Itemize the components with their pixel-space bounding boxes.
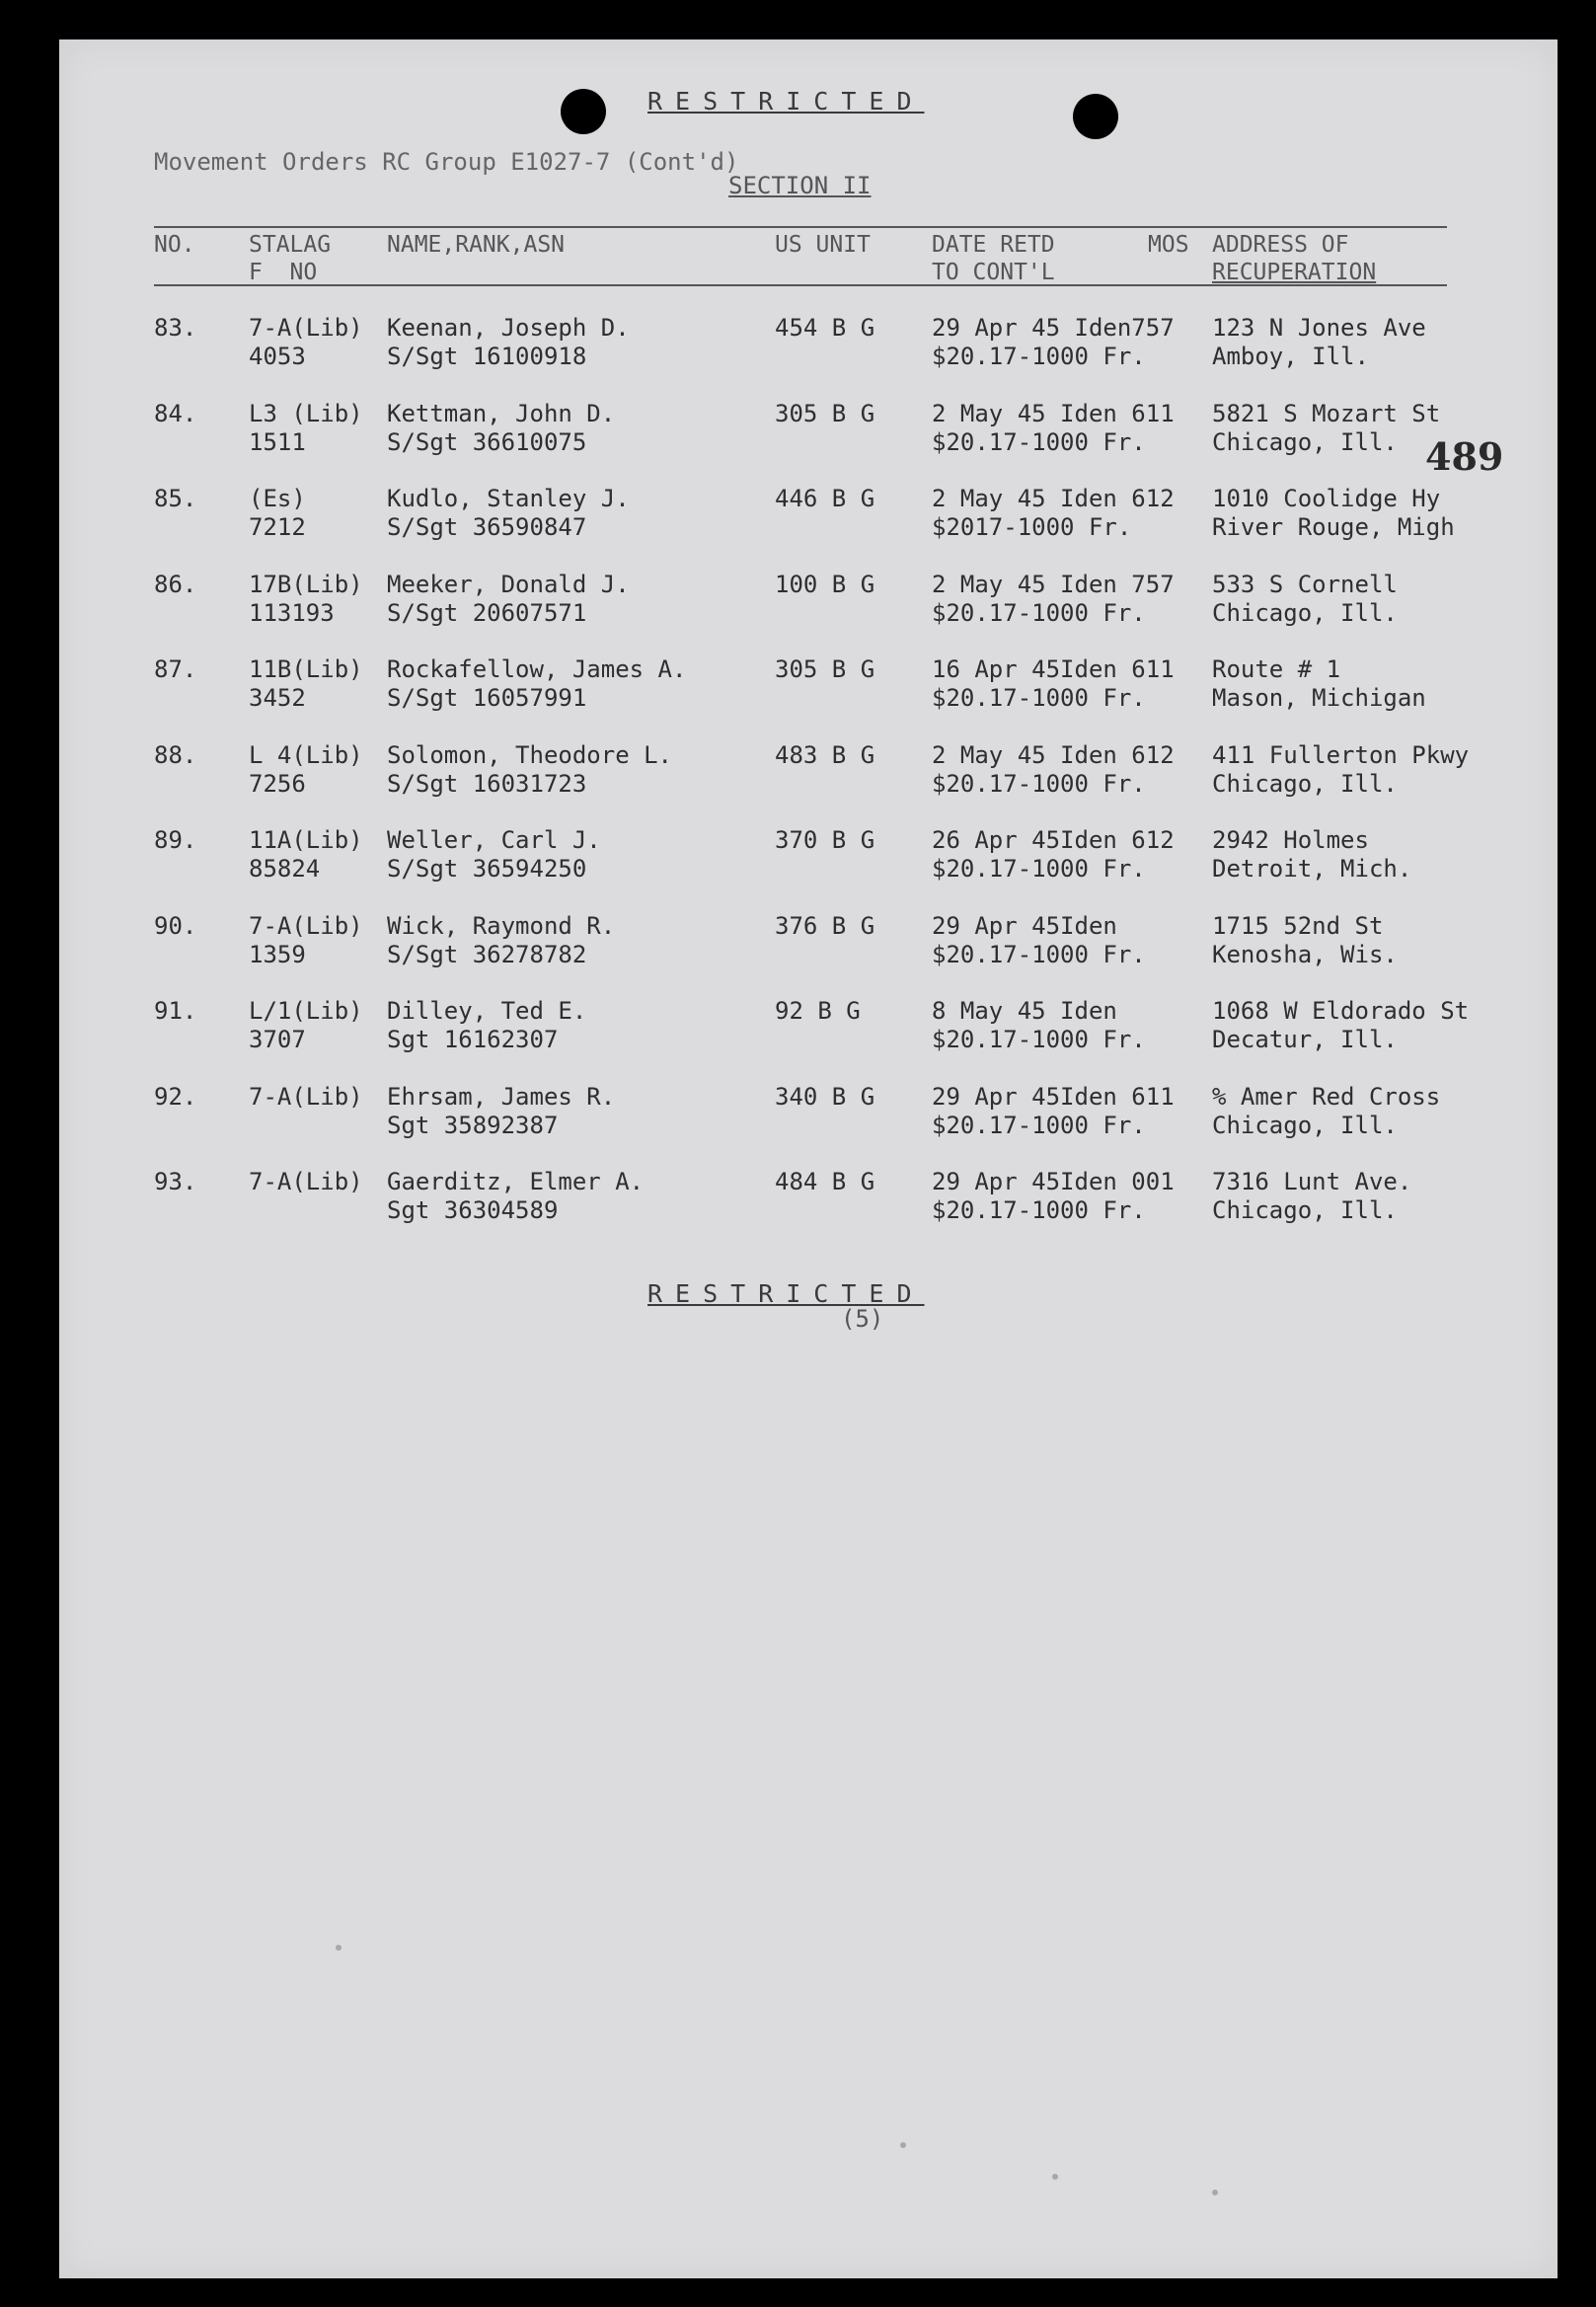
table-row <box>59 655 1558 717</box>
cell-stalag1: 7-A(Lib) <box>249 911 363 940</box>
cell-name2: S/Sgt 36590847 <box>387 513 587 541</box>
cell-no: 87. <box>154 655 197 683</box>
cell-unit: 305 B G <box>775 399 875 427</box>
cell-unit: 100 B G <box>775 570 875 598</box>
cell-addr1: 1068 W Eldorado St <box>1212 997 1470 1025</box>
cell-stalag1: 11B(Lib) <box>249 655 363 683</box>
cell-addr1: 5821 S Mozart St <box>1212 399 1441 427</box>
column-header-mos: MOS <box>1148 232 1189 258</box>
cell-name2: S/Sgt 20607571 <box>387 598 587 627</box>
column-header-address-line1: ADDRESS OF <box>1212 232 1349 258</box>
cell-date2: $20.17-1000 Fr. <box>932 684 1146 712</box>
cell-addr2: Mason, Michigan <box>1212 684 1426 712</box>
page-number: (5) <box>841 1305 884 1333</box>
cell-date1: 2 May 45 Iden 612 <box>932 485 1175 512</box>
cell-unit: 340 B G <box>775 1082 875 1111</box>
cell-date1: 2 May 45 Iden 612 <box>932 740 1175 769</box>
cell-addr1: 533 S Cornell <box>1212 570 1398 598</box>
cell-date2: $20.17-1000 Fr. <box>932 1026 1146 1053</box>
cell-unit: 446 B G <box>775 485 875 512</box>
cell-stalag1: 7-A(Lib) <box>249 314 363 342</box>
cell-date1: 26 Apr 45Iden 612 <box>932 826 1175 854</box>
column-header-address <box>1212 231 1376 286</box>
cell-unit: 92 B G <box>775 997 861 1025</box>
table-row <box>59 1168 1558 1229</box>
cell-date1: 29 Apr 45Iden 001 <box>932 1168 1175 1195</box>
cell-addr2: Decatur, Ill. <box>1212 1026 1398 1053</box>
cell-name2: S/Sgt 16057991 <box>387 684 587 712</box>
punch-hole-left <box>561 89 606 134</box>
cell-stalag1: (Es) <box>249 485 306 512</box>
cell-date2: $20.17-1000 Fr. <box>932 1196 1146 1224</box>
document-page <box>59 39 1558 2278</box>
cell-addr1: 123 N Jones Ave <box>1212 314 1426 342</box>
restricted-marking-top: RESTRICTED <box>647 87 925 115</box>
cell-name1: Ehrsam, James R. <box>387 1082 616 1111</box>
cell-stalag1: 7-A(Lib) <box>249 1082 363 1111</box>
cell-date1: 2 May 45 Iden 611 <box>932 399 1175 427</box>
cell-no: 89. <box>154 826 197 854</box>
cell-date2: $2017-1000 Fr. <box>932 513 1132 541</box>
cell-addr1: 411 Fullerton Pkwy <box>1212 740 1470 769</box>
cell-date2: $20.17-1000 Fr. <box>932 343 1146 370</box>
paper-speck <box>336 1945 342 1951</box>
cell-name2: S/Sgt 16100918 <box>387 343 587 370</box>
cell-stalag1: L3 (Lib) <box>249 399 363 427</box>
column-header-unit: US UNIT <box>775 232 871 258</box>
paper-speck <box>1212 2190 1218 2195</box>
cell-date2: $20.17-1000 Fr. <box>932 427 1146 456</box>
cell-name2: Sgt 16162307 <box>387 1026 559 1053</box>
cell-name1: Solomon, Theodore L. <box>387 740 672 769</box>
cell-stalag1: 11A(Lib) <box>249 826 363 854</box>
section-title: SECTION II <box>728 172 872 199</box>
cell-unit: 370 B G <box>775 826 875 854</box>
cell-stalag1: 17B(Lib) <box>249 570 363 598</box>
column-header-date-line2: TO CONT'L <box>932 260 1055 285</box>
cell-stalag2: 3707 <box>249 1026 306 1053</box>
cell-addr1: 2942 Holmes <box>1212 826 1369 854</box>
cell-stalag2: 85824 <box>249 855 321 883</box>
cell-no: 88. <box>154 740 197 769</box>
cell-name2: S/Sgt 36610075 <box>387 427 587 456</box>
column-header-no: NO. <box>154 232 195 258</box>
table-row <box>59 400 1558 461</box>
cell-date2: $20.17-1000 Fr. <box>932 1111 1146 1139</box>
stamp-number: 489 <box>1425 434 1504 479</box>
column-header-stalag-line2: F NO <box>249 260 318 285</box>
cell-date1: 8 May 45 Iden <box>932 997 1117 1025</box>
cell-no: 93. <box>154 1168 197 1195</box>
cell-date2: $20.17-1000 Fr. <box>932 855 1146 883</box>
cell-name2: S/Sgt 36278782 <box>387 940 587 968</box>
table-row <box>59 571 1558 632</box>
cell-date1: 16 Apr 45Iden 611 <box>932 655 1175 683</box>
cell-addr1: Route # 1 <box>1212 655 1341 683</box>
cell-no: 91. <box>154 997 197 1025</box>
cell-name1: Keenan, Joseph D. <box>387 314 630 342</box>
cell-no: 92. <box>154 1082 197 1111</box>
table-row <box>59 485 1558 546</box>
cell-date1: 29 Apr 45 Iden757 <box>932 314 1175 342</box>
cell-name1: Dilley, Ted E. <box>387 997 587 1025</box>
table-row <box>59 314 1558 375</box>
cell-name2: S/Sgt 16031723 <box>387 769 587 798</box>
cell-stalag1: L/1(Lib) <box>249 997 363 1025</box>
cell-name1: Rockafellow, James A. <box>387 655 687 683</box>
cell-name2: Sgt 35892387 <box>387 1111 559 1139</box>
cell-date1: 29 Apr 45Iden 611 <box>932 1082 1175 1111</box>
cell-name1: Kettman, John D. <box>387 399 616 427</box>
cell-addr2: Chicago, Ill. <box>1212 769 1398 798</box>
cell-addr2: Chicago, Ill. <box>1212 1111 1398 1139</box>
cell-addr2: Chicago, Ill. <box>1212 598 1398 627</box>
cell-unit: 484 B G <box>775 1168 875 1195</box>
cell-addr1: 1010 Coolidge Hy <box>1212 485 1441 512</box>
cell-stalag2: 113193 <box>249 598 335 627</box>
cell-stalag2: 4053 <box>249 343 306 370</box>
cell-stalag2: 1359 <box>249 940 306 968</box>
cell-addr2: Kenosha, Wis. <box>1212 940 1398 968</box>
cell-addr2: Amboy, Ill. <box>1212 343 1369 370</box>
cell-unit: 376 B G <box>775 911 875 940</box>
cell-date1: 29 Apr 45Iden <box>932 911 1117 940</box>
paper-speck <box>900 2142 906 2148</box>
cell-name2: Sgt 36304589 <box>387 1196 559 1224</box>
table-row <box>59 997 1558 1058</box>
cell-stalag2: 3452 <box>249 684 306 712</box>
table-row <box>59 826 1558 887</box>
table-row <box>59 1083 1558 1144</box>
cell-name1: Wick, Raymond R. <box>387 911 616 940</box>
cell-stalag2: 1511 <box>249 427 306 456</box>
restricted-marking-bottom: RESTRICTED <box>647 1279 925 1308</box>
table-row <box>59 741 1558 803</box>
cell-date1: 2 May 45 Iden 757 <box>932 570 1175 598</box>
cell-name1: Meeker, Donald J. <box>387 570 630 598</box>
header-rule-top <box>154 226 1447 228</box>
cell-stalag1: 7-A(Lib) <box>249 1168 363 1195</box>
cell-addr1: 1715 52nd St <box>1212 911 1384 940</box>
column-header-stalag <box>249 231 331 286</box>
cell-addr1: % Amer Red Cross <box>1212 1082 1441 1111</box>
cell-unit: 454 B G <box>775 314 875 342</box>
cell-date2: $20.17-1000 Fr. <box>932 598 1146 627</box>
column-header-date-line1: DATE RETD <box>932 232 1055 258</box>
cell-no: 85. <box>154 485 197 512</box>
column-header-address-line2: RECUPERATION <box>1212 260 1377 285</box>
cell-addr2: Detroit, Mich. <box>1212 855 1412 883</box>
cell-addr2: Chicago, Ill. <box>1212 1196 1398 1224</box>
column-header-name: NAME,RANK,ASN <box>387 232 566 258</box>
cell-name2: S/Sgt 36594250 <box>387 855 587 883</box>
cell-no: 86. <box>154 570 197 598</box>
cell-unit: 483 B G <box>775 740 875 769</box>
cell-date2: $20.17-1000 Fr. <box>932 769 1146 798</box>
paper-speck <box>1052 2174 1058 2180</box>
cell-name1: Gaerditz, Elmer A. <box>387 1168 645 1195</box>
cell-stalag2: 7212 <box>249 513 306 541</box>
header-line: Movement Orders RC Group E1027-7 (Cont'd) <box>154 148 739 176</box>
column-header-stalag-line1: STALAG <box>249 232 332 258</box>
table-row <box>59 912 1558 973</box>
cell-name1: Weller, Carl J. <box>387 826 601 854</box>
cell-no: 83. <box>154 314 197 342</box>
cell-stalag1: L 4(Lib) <box>249 740 363 769</box>
cell-addr2: River Rouge, Migh <box>1212 513 1455 541</box>
column-header-date <box>932 231 1055 286</box>
cell-name1: Kudlo, Stanley J. <box>387 485 630 512</box>
cell-no: 90. <box>154 911 197 940</box>
cell-addr2: Chicago, Ill. <box>1212 427 1398 456</box>
cell-no: 84. <box>154 399 197 427</box>
cell-date2: $20.17-1000 Fr. <box>932 940 1146 968</box>
cell-stalag2: 7256 <box>249 769 306 798</box>
cell-addr1: 7316 Lunt Ave. <box>1212 1168 1412 1195</box>
cell-unit: 305 B G <box>775 655 875 683</box>
